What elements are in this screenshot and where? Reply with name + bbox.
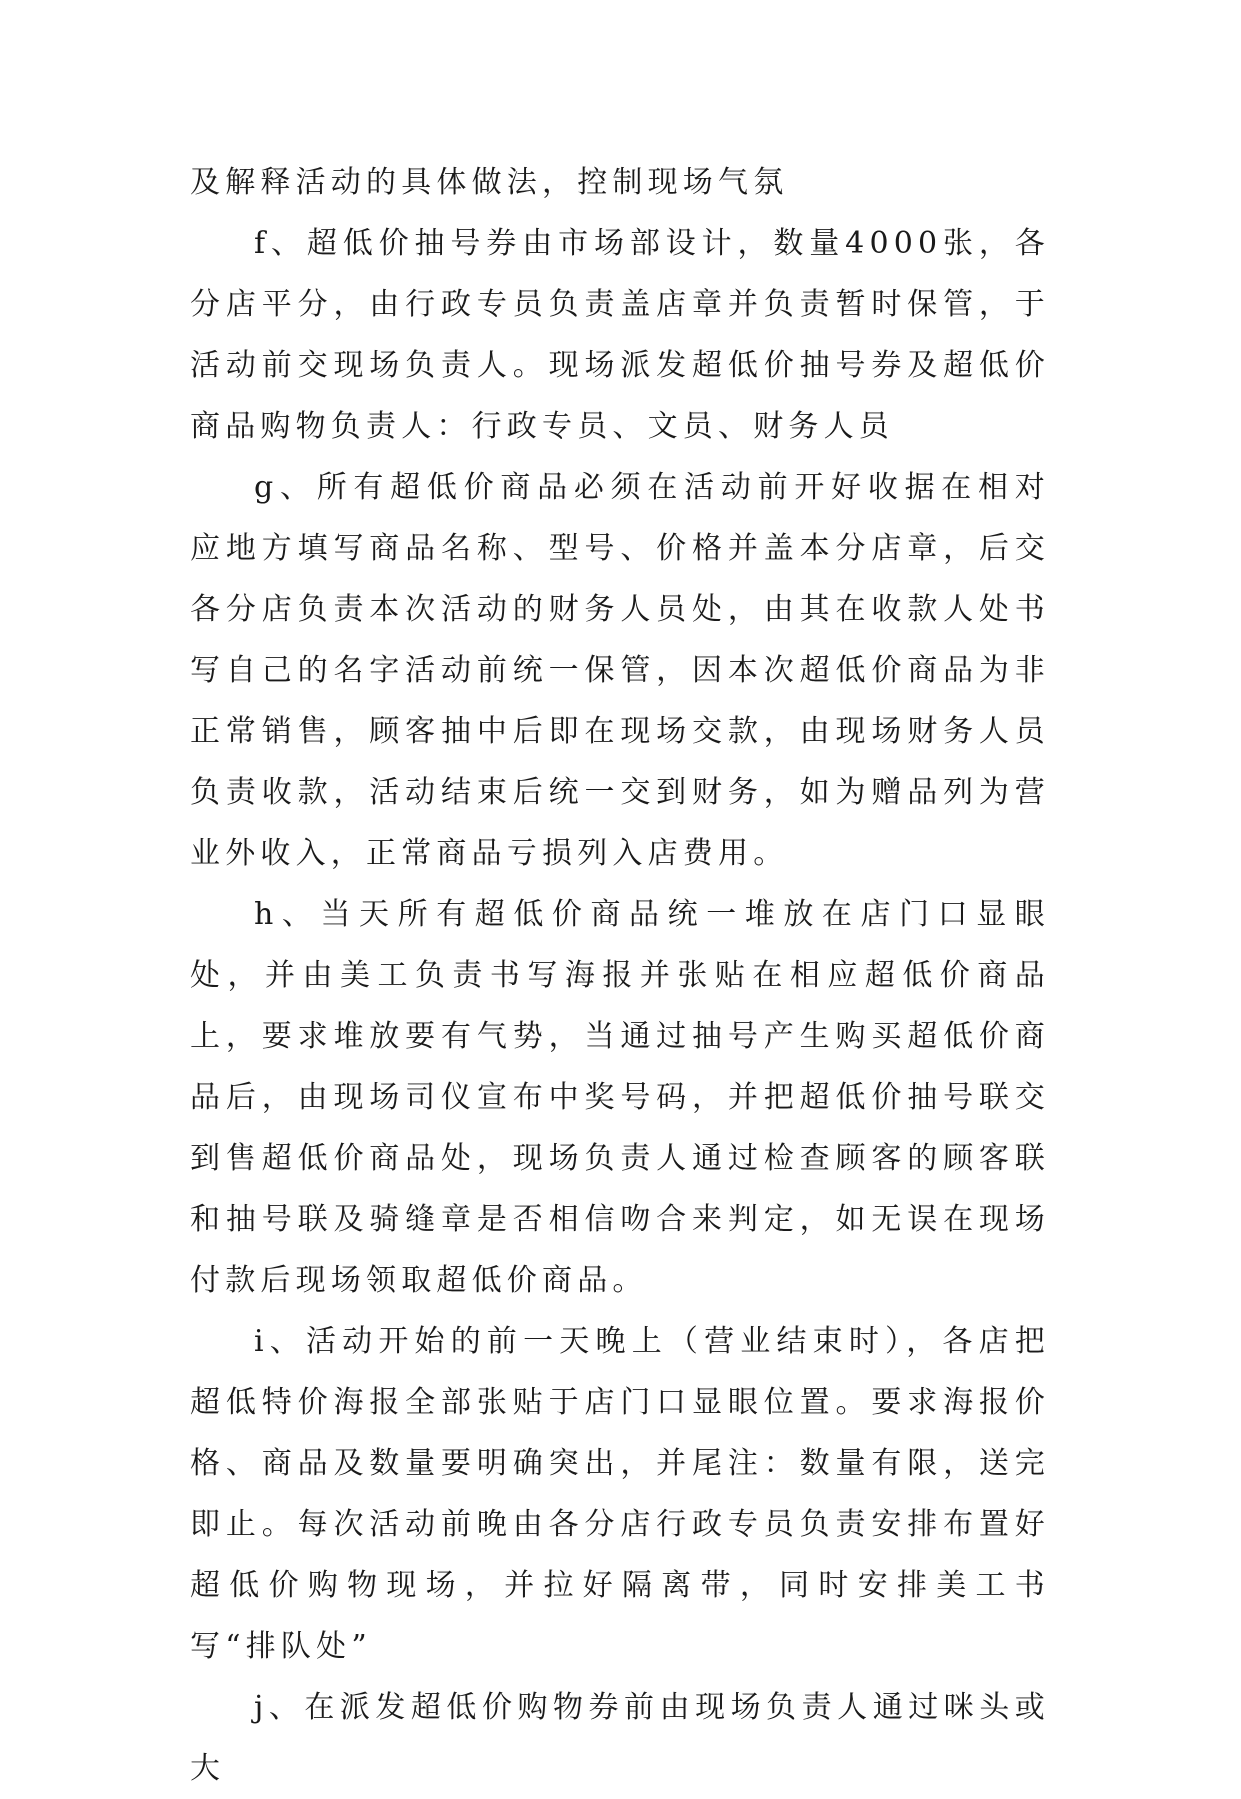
paragraph-item-j: j、在派发超低价购物券前由现场负责人通过咪头或大 [190,1690,1050,1786]
paragraph-item-g: g、所有超低价商品必须在活动前开好收据在相对应地方填写商品名称、型号、价格并盖本分店章，后交各分店负责本次活动的财务人员处，由其在收款人处书写自己的名字活动前统一保管，因本次超低价商品为非正常销售，顾客抽中后即在现场交款，由现场财务人员负责收款，活动结束后统一交到财务，如为赠品列为营业外收入，正常商品亏损列入店费用。 [190,470,1050,871]
document-body [190,152,1050,1799]
paragraph-item-f: f、超低价抽号券由市场部设计，数量4000张，各分店平分，由行政专员负责盖店章并负责暂时保管，于活动前交现场负责人。现场派发超低价抽号券及超低价商品购物负责人：行政专员、文员、财务人员 [190,226,1050,444]
paragraph-item-i: i、活动开始的前一天晚上（营业结束时），各店把超低特价海报全部张贴于店门口显眼位置。要求海报价格、商品及数量要明确突出，并尾注：数量有限，送完即止。每次活动前晚由各分店行政专员负责安排布置好超低价购物现场，并拉好隔离带，同时安排美工书写“排队处” [190,1324,1050,1664]
paragraph-item-h: h、当天所有超低价商品统一堆放在店门口显眼处，并由美工负责书写海报并张贴在相应超低价商品上，要求堆放要有气势，当通过抽号产生购买超低价商品后，由现场司仪宣布中奖号码，并把超低价抽号联交到售超低价商品处，现场负责人通过检查顾客的顾客联和抽号联及骑缝章是否相信吻合来判定，如无误在现场付款后现场领取超低价商品。 [190,897,1050,1298]
paragraph-continuation: 及解释活动的具体做法，控制现场气氛 [190,165,789,200]
